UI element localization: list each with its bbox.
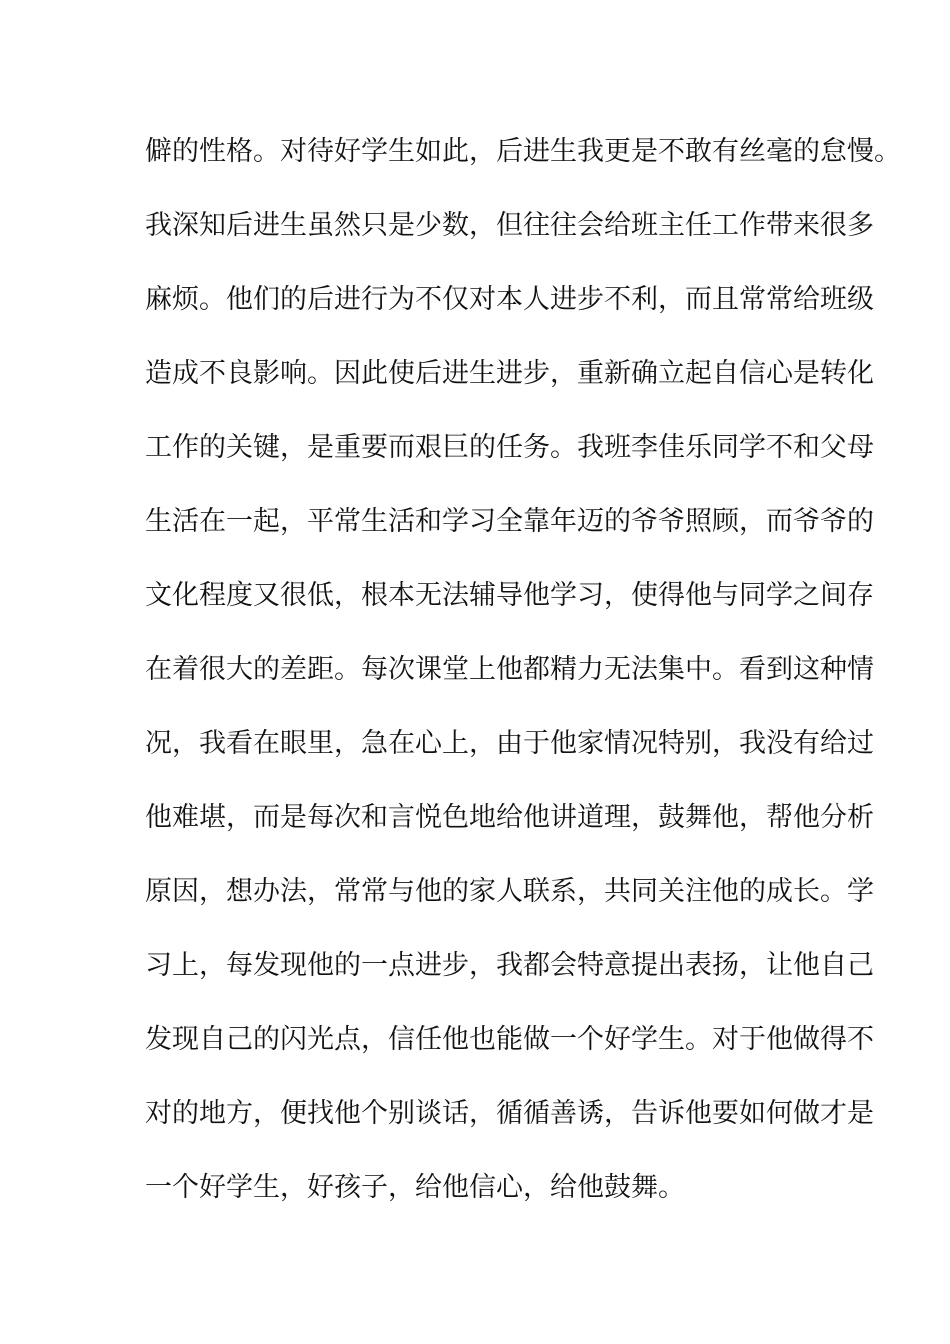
text-line: 我深知后进生虽然只是少数，但往往会给班主任工作带来很多 xyxy=(145,210,874,241)
text-line: 他难堪，而是每次和言悦色地给他讲道理，鼓舞他，帮他分析 xyxy=(145,802,874,833)
text-line: 一个好学生，好孩子，给他信心，给他鼓舞。 xyxy=(145,1172,685,1203)
text-line: 在着很大的差距。每次课堂上他都精力无法集中。看到这种情 xyxy=(145,654,874,685)
text-line: 况，我看在眼里，急在心上，由于他家情况特别，我没有给过 xyxy=(145,728,874,759)
text-line: 发现自己的闪光点，信任他也能做一个好学生。对于他做得不 xyxy=(145,1024,874,1055)
text-line: 文化程度又很低，根本无法辅导他学习，使得他与同学之间存 xyxy=(145,580,874,611)
text-line: 对的地方，便找他个别谈话，循循善诱，告诉他要如何做才是 xyxy=(145,1098,874,1129)
text-line: 工作的关键，是重要而艰巨的任务。我班李佳乐同学不和父母 xyxy=(145,432,874,463)
text-line: 原因，想办法，常常与他的家人联系，共同关注他的成长。学 xyxy=(145,876,874,907)
text-line: 麻烦。他们的后进行为不仅对本人进步不利，而且常常给班级 xyxy=(145,284,874,315)
text-line: 僻的性格。对待好学生如此，后进生我更是不敢有丝毫的怠慢。 xyxy=(145,136,901,167)
text-line: 习上，每发现他的一点进步，我都会特意提出表扬，让他自己 xyxy=(145,950,874,981)
body-text xyxy=(145,126,901,1236)
text-line: 造成不良影响。因此使后进生进步，重新确立起自信心是转化 xyxy=(145,358,874,389)
text-line: 生活在一起，平常生活和学习全靠年迈的爷爷照顾，而爷爷的 xyxy=(145,506,874,537)
